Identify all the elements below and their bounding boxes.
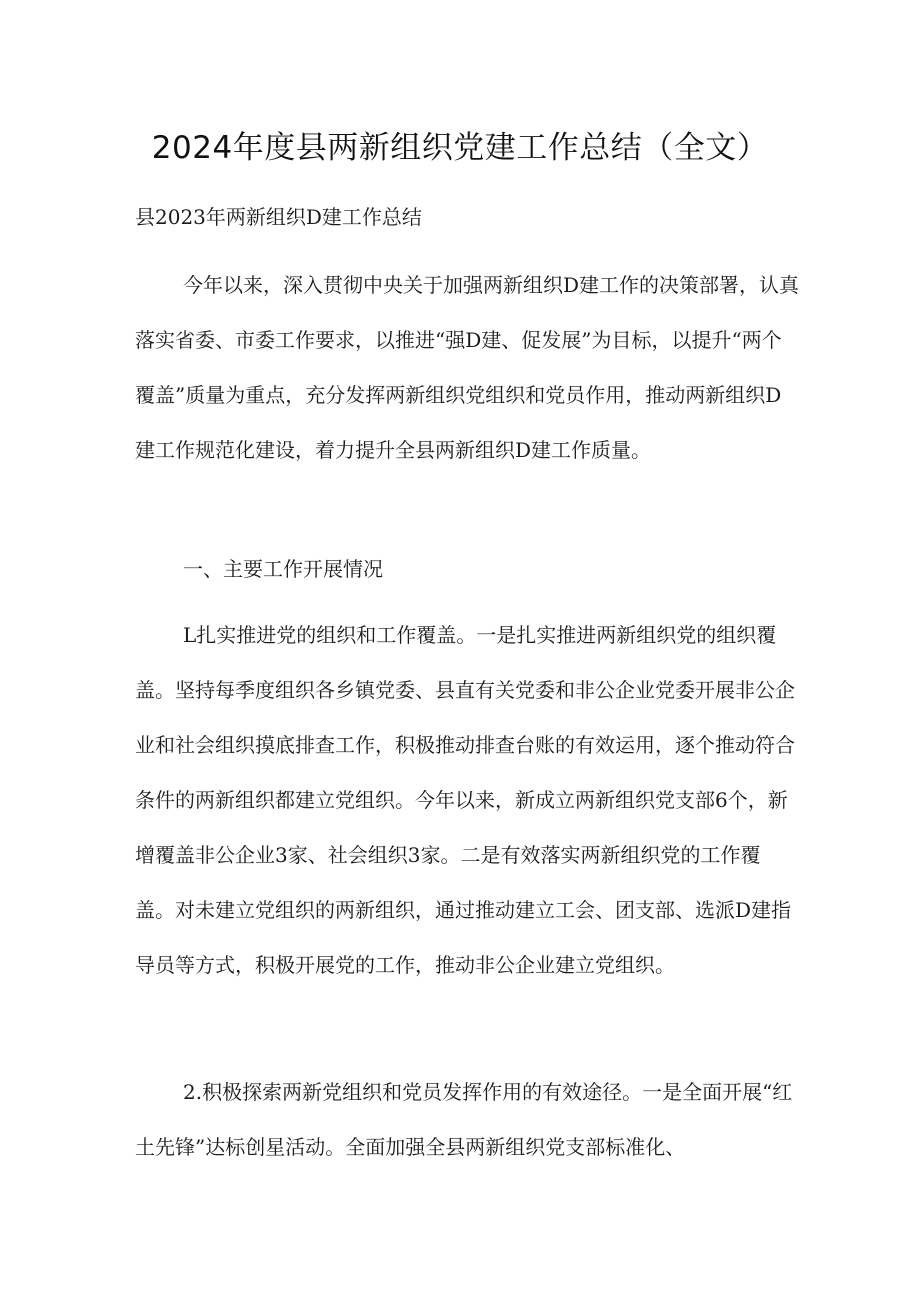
section1-text: L扎实推进党的组织和工作覆盖。一是扎实推进两新组织党的组织覆盖。坚持每季度组织各乡镇党委、县直有关党委和非公企业党委开展非公企业和社会组织摸底排查工作，积极推动排查台账的有效运用，逐个推动符合条件的两新组织都建立党组织。今年以来，新成立两新组织党支部6个，新增覆盖非公企业3家、社会组织3家。二是有效落实两新组织党的工作覆盖。对未建立党组织的两新组织，通过推动建立工会、团支部、选派D建指导员等方式，积极开展党的工作，推动非公企业建立党组织。 <box>135 623 795 977</box>
section2-text: 2.积极探索两新党组织和党员发挥作用的有效途径。一是全面开展“红土先锋”达标创星活动。全面加强全县两新组织党支部标准化、 <box>135 1080 793 1159</box>
document-subtitle: 县2023年两新组织D建工作总结 <box>135 205 422 229</box>
document-title: 2024年度县两新组织党建工作总结（全文） <box>151 130 769 166</box>
intro-text: 今年以来，深入贯彻中央关于加强两新组织D建工作的决策部署，认真落实省委、市委工作要求，以推进“强D建、促发展”为目标，以提升“两个覆盖”质量为重点，充分发挥两新组织党组织和党员作用，推动两新组织D建工作规范化建设，着力提升全县两新组织D建工作质量。 <box>135 273 800 462</box>
intro-paragraph <box>135 258 800 478</box>
section1-paragraph <box>135 608 800 993</box>
section-heading: 一、主要工作开展情况 <box>183 557 383 581</box>
section2-paragraph <box>135 1065 800 1175</box>
